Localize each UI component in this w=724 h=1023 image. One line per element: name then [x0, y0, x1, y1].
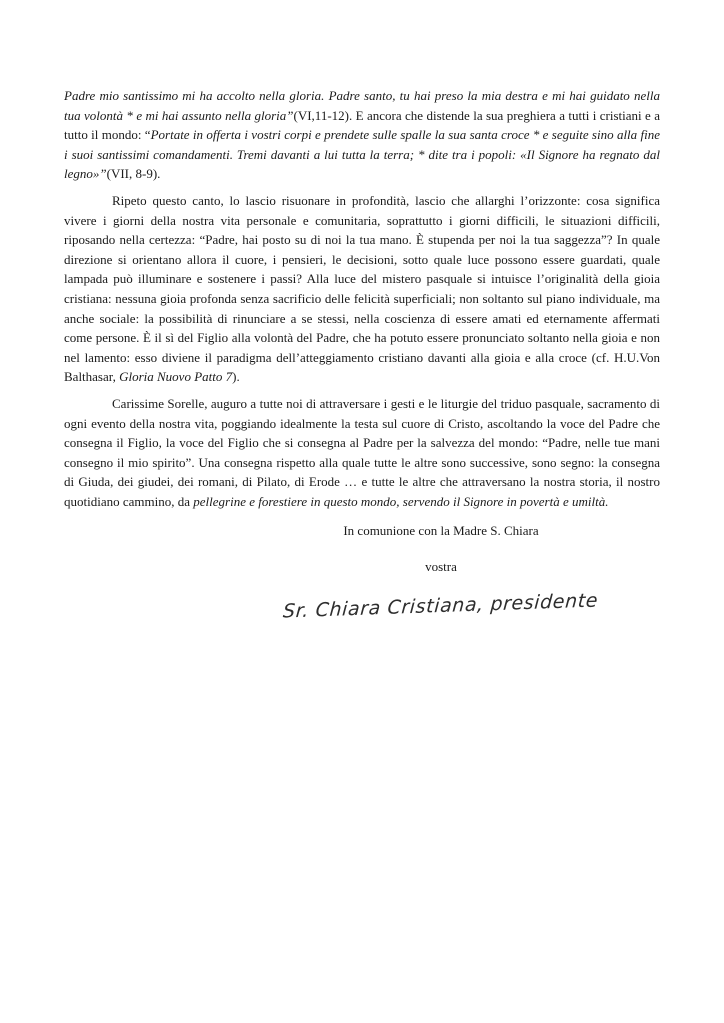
- text-run: ).: [232, 369, 240, 385]
- text-run: Ripeto questo canto, lo lascio risuonare in profondità, lascio che allarghi l’orizzonte: cosa significa vivere i giorni della nostra vita personale e comunitaria, soprattutto i giorni difficili, le situazioni difficili, riposando nella certezza: “Padre, hai posto su di noi la tua mano. È stupenda per noi la tua saggezza”? In quale direzione si orientano allora il cuore, i pensieri, le decisioni, sotto quale luce possono essere guardati, quale lampada può illuminare e sostenere i passi? Alla luce del mistero pasquale si intuisce l’originalità della gioia cristiana: nessuna gioia profonda senza sacrificio delle felicità superficiali; non soltanto sul piano individuale, ma anche sociale: la possibilità di rinunciare a se stessi, nella coscienza di essere amati ed eternamente affermati come persone. È il sì del Figlio alla volontà del Padre, che ha potuto essere pronunciato soltanto nella gioia e non nel lamento: esso diviene il paradigma dell’atteggiamento cristiano davanti alla gioia e alla croce (cf. H.U.Von Balthasar,: [64, 192, 660, 385]
- text-run: Carissime Sorelle, auguro a tutte noi di attraversare i gesti e le liturgie del triduo pasquale, sacramento di ogni evento della nostra vita, poggiando idealmente la testa sul cuore di Cristo, ascoltando la voce del Padre che consegna il Figlio, la voce del Figlio che si consegna al Padre per la salvezza del mondo: “Padre, nelle tue mani consegno il mio spirito”. Una consegna rispetto alla quale tutte le altre sono successive, sono segno: la consegna di Giuda, dei giudei, dei romani, di Pilato, di Erode … e tutte le altre che attraversano la nostra storia, il nostro quotidiano cammino, da: [64, 395, 660, 509]
- paragraph: [64, 86, 660, 184]
- text-run: Gloria Nuovo Patto 7: [119, 369, 233, 385]
- paragraph: [64, 394, 660, 512]
- text-run: (VI,11-12). E ancora che distende la sua preghiera a tutti i cristiani e a tutto il mondo: “: [64, 107, 661, 143]
- signature: [222, 589, 660, 623]
- paragraph: [64, 191, 660, 387]
- letter-body: [64, 86, 660, 511]
- closing-line-vostra: vostra: [425, 559, 457, 575]
- text-run: Padre mio santissimo mi ha accolto nella gloria. Padre santo, tu hai preso la mia destra e mi hai guidato nella tua volontà * e mi hai assunto nella gloria”: [64, 88, 660, 123]
- signature-handwriting: Sr. Chiara Cristiana, presidente: [282, 589, 600, 623]
- closing-line-comunione: In comunione con la Madre S. Chiara: [343, 523, 539, 539]
- text-run: (VII, 8-9).: [106, 166, 161, 182]
- text-run: pellegrine e forestiere in questo mondo, servendo il Signore in povertà e umiltà.: [193, 493, 609, 509]
- text-run: Portate in offerta i vostri corpi e prendete sulle spalle la sua santa croce * e seguite sino alla fine i suoi santissimi comandamenti. Tremi davanti a lui tutta la terra; * dite tra i popoli: «Il Signore ha regnato dal legno»”: [64, 127, 660, 182]
